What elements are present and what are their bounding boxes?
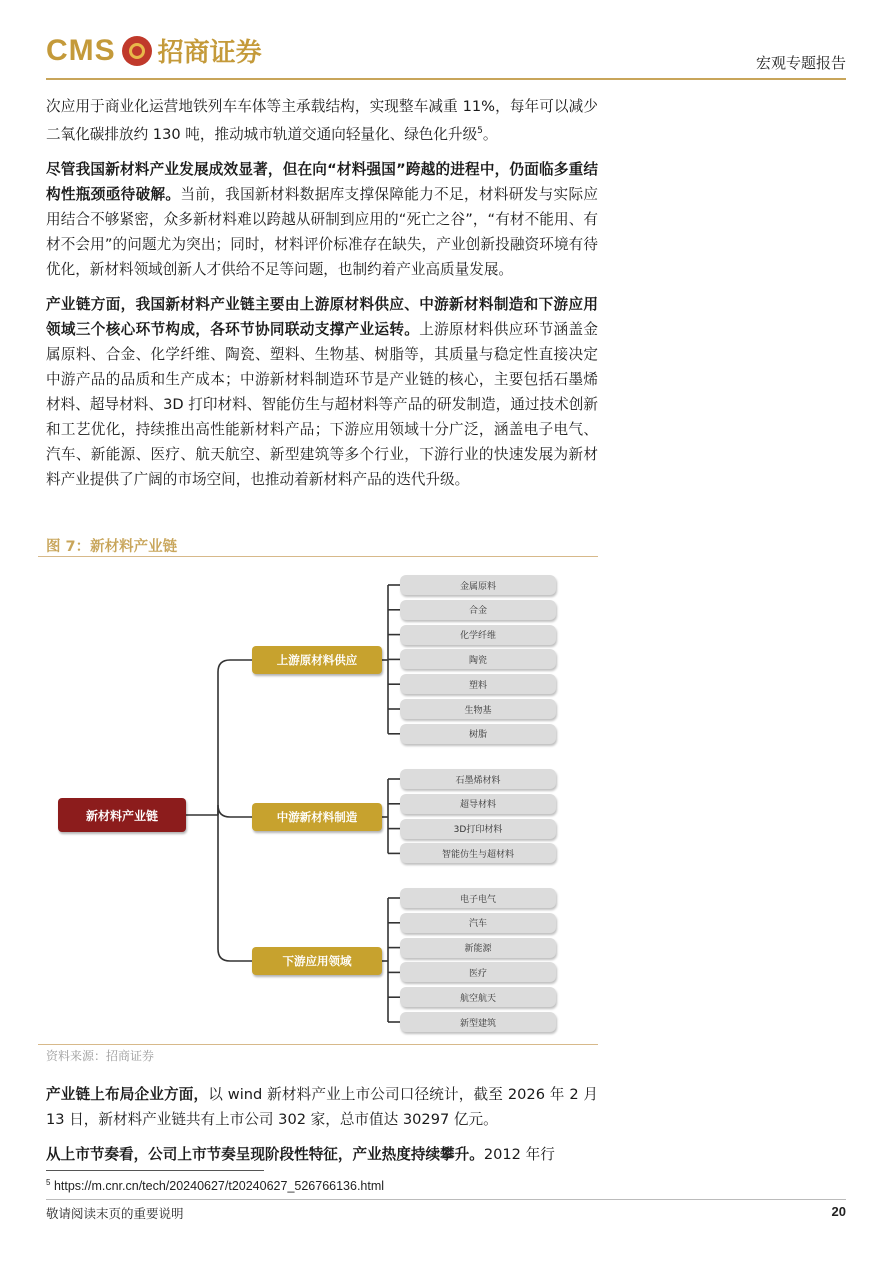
paragraph-4 — [46, 1082, 598, 1132]
leaf-node: 陶瓷 — [400, 649, 556, 669]
company-logo — [46, 32, 262, 69]
leaf-node: 合金 — [400, 600, 556, 620]
report-type: 宏观专题报告 — [755, 54, 846, 72]
branch-node: 中游新材料制造 — [252, 803, 382, 831]
leaf-node: 新型建筑 — [400, 1012, 556, 1032]
connector-line — [218, 815, 252, 961]
leaf-node: 生物基 — [400, 699, 556, 719]
footer-divider — [46, 1199, 846, 1200]
leaf-node: 化学纤维 — [400, 625, 556, 645]
logo-text: CMS — [46, 33, 116, 67]
paragraph-3 — [46, 292, 598, 492]
root-node: 新材料产业链 — [58, 798, 186, 832]
leaf-node: 医疗 — [400, 962, 556, 982]
footnote-link[interactable]: https://m.cnr.cn/tech/20240627/t20240627_526766136.html — [53, 1179, 385, 1194]
paragraph-lead: 尽管我国新材料产业发展成效显著，但在向“材料强国”跨越的进程中，仍面临多重结构性瓶颈亟待破解。 — [46, 160, 598, 203]
body-text-continued — [46, 1082, 598, 1177]
leaf-node: 电子电气 — [400, 888, 556, 908]
paragraph-lead: 产业链方面，我国新材料产业链主要由上游原材料供应、中游新材料制造和下游应用领域三个核心环节构成，各环节协同联动支撑产业运转。 — [46, 295, 598, 338]
figure-source: 资料来源：招商证券 — [46, 1049, 155, 1063]
leaf-node: 塑料 — [400, 674, 556, 694]
paragraph-text: 2012 年行 — [483, 1146, 555, 1163]
footer-disclaimer: 敬请阅读末页的重要说明 — [46, 1206, 184, 1221]
header-divider — [46, 78, 846, 80]
leaf-node: 新能源 — [400, 938, 556, 958]
connector-line — [218, 805, 252, 817]
figure-title: 图 7：新材料产业链 — [46, 539, 178, 555]
paragraph-text: 以 wind 新材料产业上市公司口径统计，截至 2026 年 2 月 13 日，新材料产业链共有上市公司 302 家，总市值达 30297 亿元。 — [46, 1086, 598, 1128]
branch-node: 上游原材料供应 — [252, 646, 382, 674]
leaf-node: 航空航天 — [400, 987, 556, 1007]
paragraph-2 — [46, 157, 598, 282]
paragraph-text: 次应用于商业化运营地铁列车车体等主承载结构，实现整车减重 11%，每年可以减少二氧化碳排放约 130 吨，推动城市轨道交通向轻量化、绿色化升级 — [46, 98, 598, 143]
footnote — [46, 1178, 384, 1193]
paragraph-lead: 产业链上布局企业方面， — [46, 1086, 209, 1103]
figure-top-rule — [38, 556, 598, 557]
paragraph-text: 上游原材料供应环节涵盖金属原料、合金、化学纤维、陶瓷、塑料、生物基、树脂等，其质量与稳定性直接决定中游产品的品质和生产成本；中游新材料制造环节是产业链的核心，主要包括石墨烯材料、超导材料、3D 打印材料、智能仿生与超材料等产品的研发制造，通过技术创新和工艺优化，持续推出高性能新材料产品；下游应用领域十分广泛，涵盖电子电气、汽车、新能源、医疗、航天航空、新型建筑等多个行业，下游行业的快速发展为新材料产业提供了广阔的市场空间，也推动着新材料产品的迭代升级。 — [46, 320, 598, 488]
footnote-divider — [46, 1170, 264, 1171]
paragraph-lead: 从上市节奏看，公司上市节奏呈现阶段性特征，产业热度持续攀升。 — [46, 1146, 484, 1163]
leaf-node: 超导材料 — [400, 794, 556, 814]
industry-chain-diagram — [38, 564, 598, 1042]
leaf-node: 智能仿生与超材料 — [400, 843, 556, 863]
leaf-node: 汽车 — [400, 913, 556, 933]
paragraph-tail: 。 — [482, 125, 498, 143]
leaf-node: 金属原料 — [400, 575, 556, 595]
leaf-node: 树脂 — [400, 724, 556, 744]
footnote-number: 5 — [46, 1178, 51, 1187]
connector-line — [218, 660, 252, 815]
paragraph-1 — [46, 94, 598, 147]
logo-chinese-name: 招商证券 — [157, 38, 262, 68]
body-text — [46, 94, 598, 502]
paragraph-5 — [46, 1142, 598, 1167]
page-number: 20 — [831, 1204, 846, 1219]
footnote-ref: 5 — [477, 126, 483, 136]
page-header — [46, 28, 846, 78]
leaf-node: 石墨烯材料 — [400, 769, 556, 789]
logo-emblem-icon — [122, 36, 152, 66]
leaf-node: 3D打印材料 — [400, 819, 556, 839]
branch-node: 下游应用领域 — [252, 947, 382, 975]
paragraph-text: 当前，我国新材料数据库支撑保障能力不足，材料研发与实际应用结合不够紧密，众多新材料难以跨越从研制到应用的“死亡之谷”，“有材不能用、有材不会用”的问题尤为突出；同时，材料评价标准存在缺失，产业创新投融资环境有待优化，新材料领域创新人才供给不足等问题，也制约着产业高质量发展。 — [46, 185, 598, 278]
figure-bottom-rule — [38, 1044, 598, 1045]
